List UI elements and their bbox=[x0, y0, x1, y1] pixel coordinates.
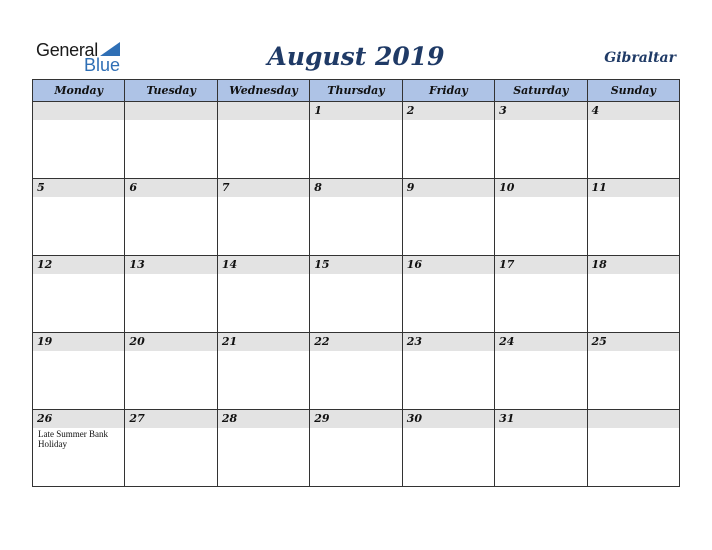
day-number: 18 bbox=[591, 258, 607, 271]
day-cell bbox=[402, 410, 494, 487]
day-number: 16 bbox=[406, 258, 422, 271]
calendar-grid bbox=[32, 79, 680, 487]
day-cell bbox=[310, 410, 402, 487]
day-cell bbox=[402, 333, 494, 410]
day-cell bbox=[310, 102, 402, 179]
day-number-bar bbox=[495, 333, 586, 351]
day-cell bbox=[33, 333, 125, 410]
weekday-header: Thursday bbox=[310, 80, 402, 102]
calendar-title: August 2019 bbox=[267, 42, 445, 71]
day-cell bbox=[402, 102, 494, 179]
day-number-bar bbox=[33, 102, 124, 120]
day-cell bbox=[125, 102, 217, 179]
day-cell bbox=[587, 102, 679, 179]
week-row bbox=[33, 179, 680, 256]
weekday-header: Saturday bbox=[495, 80, 587, 102]
day-cell bbox=[495, 333, 587, 410]
day-number: 25 bbox=[591, 335, 607, 348]
day-number: 24 bbox=[499, 335, 515, 348]
day-number-bar bbox=[125, 333, 216, 351]
weekday-header-row bbox=[33, 80, 680, 102]
day-number: 20 bbox=[129, 335, 145, 348]
day-number: 30 bbox=[406, 412, 422, 425]
weekday-header: Monday bbox=[33, 80, 125, 102]
day-number: 12 bbox=[37, 258, 53, 271]
day-number: 11 bbox=[591, 181, 607, 194]
day-number-bar bbox=[495, 179, 586, 197]
day-number-bar bbox=[403, 410, 494, 428]
day-number-bar bbox=[495, 410, 586, 428]
day-number-bar bbox=[33, 333, 124, 351]
day-number-bar bbox=[588, 102, 679, 120]
day-number: 17 bbox=[499, 258, 515, 271]
week-row bbox=[33, 256, 680, 333]
day-cell bbox=[125, 410, 217, 487]
day-cell bbox=[587, 333, 679, 410]
day-cell bbox=[33, 256, 125, 333]
weekday-header: Sunday bbox=[587, 80, 679, 102]
day-number: 3 bbox=[499, 104, 507, 117]
day-cell bbox=[310, 333, 402, 410]
day-cell bbox=[587, 256, 679, 333]
day-number-bar bbox=[125, 102, 216, 120]
day-number-bar bbox=[403, 179, 494, 197]
day-number-bar bbox=[495, 102, 586, 120]
day-number-bar bbox=[310, 256, 401, 274]
day-number-bar bbox=[403, 256, 494, 274]
day-number: 15 bbox=[314, 258, 330, 271]
day-number-bar bbox=[403, 102, 494, 120]
day-number-bar bbox=[495, 256, 586, 274]
day-number-bar bbox=[33, 179, 124, 197]
day-number-bar bbox=[403, 333, 494, 351]
day-number-bar bbox=[218, 179, 309, 197]
day-cell bbox=[217, 179, 309, 256]
day-cell bbox=[33, 179, 125, 256]
day-number: 1 bbox=[314, 104, 322, 117]
day-number: 19 bbox=[37, 335, 53, 348]
day-cell bbox=[495, 410, 587, 487]
day-number: 29 bbox=[314, 412, 330, 425]
day-number: 9 bbox=[406, 181, 415, 194]
day-number-bar bbox=[33, 256, 124, 274]
logo-text-general: General bbox=[36, 40, 98, 60]
day-cell bbox=[310, 179, 402, 256]
logo-text-blue: Blue bbox=[84, 55, 121, 75]
day-cell bbox=[217, 333, 309, 410]
day-number: 2 bbox=[406, 104, 415, 117]
holiday-event: Late Summer Bank Holiday bbox=[38, 429, 108, 449]
weekday-header: Friday bbox=[402, 80, 494, 102]
day-cell bbox=[402, 179, 494, 256]
day-number: 4 bbox=[591, 104, 600, 117]
day-cell bbox=[33, 410, 125, 487]
day-number-bar bbox=[310, 179, 401, 197]
week-row bbox=[33, 410, 680, 487]
day-cell bbox=[402, 256, 494, 333]
day-cell bbox=[495, 102, 587, 179]
day-cell bbox=[587, 410, 679, 487]
day-number: 13 bbox=[129, 258, 145, 271]
day-cell bbox=[495, 256, 587, 333]
day-number: 5 bbox=[37, 181, 45, 194]
day-number-bar bbox=[588, 410, 679, 428]
country-label: Gibraltar bbox=[604, 50, 676, 66]
day-number: 21 bbox=[221, 335, 238, 348]
day-number-bar bbox=[125, 256, 216, 274]
day-cell bbox=[587, 179, 679, 256]
day-number: 23 bbox=[406, 335, 422, 348]
week-row bbox=[33, 102, 680, 179]
day-cell bbox=[33, 102, 125, 179]
day-number-bar bbox=[588, 179, 679, 197]
weekday-header: Wednesday bbox=[217, 80, 309, 102]
day-cell bbox=[125, 256, 217, 333]
day-number: 22 bbox=[314, 335, 330, 348]
day-cell bbox=[217, 410, 309, 487]
day-number: 28 bbox=[221, 412, 238, 425]
day-cell bbox=[217, 256, 309, 333]
day-number-bar bbox=[218, 333, 309, 351]
day-number-bar bbox=[588, 256, 679, 274]
day-number-bar bbox=[310, 410, 401, 428]
day-number: 8 bbox=[314, 181, 322, 194]
day-cell bbox=[125, 179, 217, 256]
day-cell bbox=[125, 333, 217, 410]
day-number-bar bbox=[125, 410, 216, 428]
day-number-bar bbox=[218, 410, 309, 428]
day-number: 31 bbox=[499, 412, 515, 425]
day-number-bar bbox=[125, 179, 216, 197]
day-number: 27 bbox=[129, 412, 145, 425]
day-number-bar bbox=[218, 256, 309, 274]
weekday-header: Tuesday bbox=[125, 80, 217, 102]
day-number-bar bbox=[33, 410, 124, 428]
day-cell bbox=[310, 256, 402, 333]
day-number: 14 bbox=[221, 258, 238, 271]
day-number: 10 bbox=[499, 181, 515, 194]
week-row bbox=[33, 333, 680, 410]
day-number: 7 bbox=[221, 181, 230, 194]
day-number-bar bbox=[218, 102, 309, 120]
day-number-bar bbox=[588, 333, 679, 351]
day-number-bar bbox=[310, 102, 401, 120]
day-cell bbox=[495, 179, 587, 256]
day-number: 6 bbox=[129, 181, 138, 194]
day-number-bar bbox=[310, 333, 401, 351]
day-number: 26 bbox=[37, 412, 53, 425]
day-cell bbox=[217, 102, 309, 179]
